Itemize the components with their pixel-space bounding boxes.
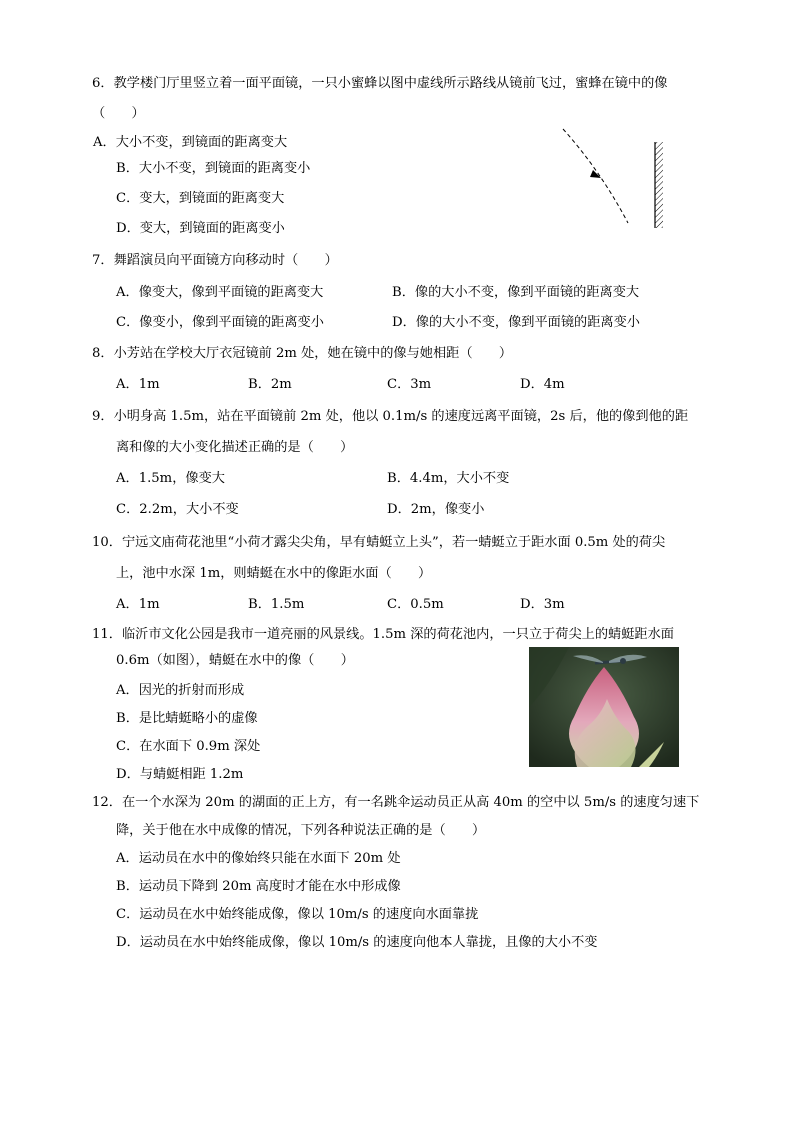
q6-option-c: C．变大，到镜面的距离变大 xyxy=(116,191,285,206)
q7-option-c: C．像变小，像到平面镜的距离变小 xyxy=(116,315,324,330)
question-11-stem-cont: 0.6m（如图），蜻蜓在水中的像（ ） xyxy=(116,653,354,668)
q9-option-c: C．2.2m，大小不变 xyxy=(116,502,239,517)
path-arrow-icon xyxy=(590,170,601,178)
question-9-stem-cont: 离和像的大小变化描述正确的是（ ） xyxy=(116,440,354,455)
q11-option-d: D．与蜻蜓相距 1.2m xyxy=(116,767,244,782)
q10-option-b: B．1.5m xyxy=(248,597,305,612)
q11-option-a: A．因光的折射而形成 xyxy=(116,683,245,698)
q8-option-c: C．3m xyxy=(387,377,432,392)
q10-option-d: D．3m xyxy=(520,597,565,612)
q11-option-c: C．在水面下 0.9m 深处 xyxy=(116,739,261,754)
mirror-hatch xyxy=(655,142,663,228)
q7-option-a: A．像变大，像到平面镜的距离变大 xyxy=(116,285,324,300)
question-12-stem-cont: 降，关于他在水中成像的情况，下列各种说法正确的是（ ） xyxy=(116,823,486,838)
q12-option-a: A．运动员在水中的像始终只能在水面下 20m 处 xyxy=(116,851,401,866)
q10-option-a: A．1m xyxy=(116,597,160,612)
q12-option-b: B．运动员下降到 20m 高度时才能在水中形成像 xyxy=(116,879,401,894)
q12-option-c: C．运动员在水中始终能成像，像以 10m/s 的速度向水面靠拢 xyxy=(116,907,479,922)
q6-option-b: B．大小不变，到镜面的距离变小 xyxy=(116,161,311,176)
q7-option-d: D．像的大小不变，像到平面镜的距离变小 xyxy=(392,315,640,330)
q8-option-b: B．2m xyxy=(248,377,292,392)
q8-option-d: D．4m xyxy=(520,377,565,392)
question-6-stem: 6．教学楼门厅里竖立着一面平面镜，一只小蜜蜂以图中虚线所示路线从镜前飞过，蜜蜂在镜中的像 xyxy=(92,76,668,91)
q9-option-b: B．4.4m，大小不变 xyxy=(387,471,510,486)
q8-option-a: A．1m xyxy=(116,377,160,392)
q12-option-d: D．运动员在水中始终能成像，像以 10m/s 的速度向他本人靠拢，且像的大小不变 xyxy=(116,935,598,950)
question-10-stem: 10．宁远文庙荷花池里“小荷才露尖尖角，早有蜻蜓立上头”，若一蜻蜓立于距水面 0.5m 处的荷尖 xyxy=(92,535,666,550)
lotus-dragonfly-photo xyxy=(529,647,679,767)
q9-option-d: D．2m，像变小 xyxy=(387,502,485,517)
question-8-stem: 8．小芳站在学校大厅衣冠镜前 2m 处，她在镜中的像与她相距（ ） xyxy=(92,346,513,361)
mirror-bee-path-figure xyxy=(555,125,675,235)
question-12-stem: 12．在一个水深为 20m 的湖面的正上方，有一名跳伞运动员正从高 40m 的空中以 5m/s 的速度匀速下 xyxy=(92,795,700,810)
q7-option-b: B．像的大小不变，像到平面镜的距离变大 xyxy=(392,285,640,300)
q6-option-a: A．大小不变，到镜面的距离变大 xyxy=(93,135,288,150)
question-9-stem: 9．小明身高 1.5m，站在平面镜前 2m 处，他以 0.1m/s 的速度远离平面镜，2s 后，他的像到他的距 xyxy=(92,409,689,424)
question-10-stem-cont: 上，池中水深 1m，则蜻蜓在水中的像距水面（ ） xyxy=(116,566,432,581)
q6-option-d: D．变大，到镜面的距离变小 xyxy=(116,221,285,236)
question-11-stem: 11．临沂市文化公园是我市一道亮丽的风景线。1.5m 深的荷花池内，一只立于荷尖上的蜻蜓距水面 xyxy=(92,627,674,642)
q9-option-a: A．1.5m，像变大 xyxy=(116,471,225,486)
question-6-stem-cont: （ ） xyxy=(92,106,145,121)
q11-option-b: B．是比蜻蜓略小的虚像 xyxy=(116,711,258,726)
q10-option-c: C．0.5m xyxy=(387,597,444,612)
question-7-stem: 7．舞蹈演员向平面镜方向移动时（ ） xyxy=(92,253,338,268)
